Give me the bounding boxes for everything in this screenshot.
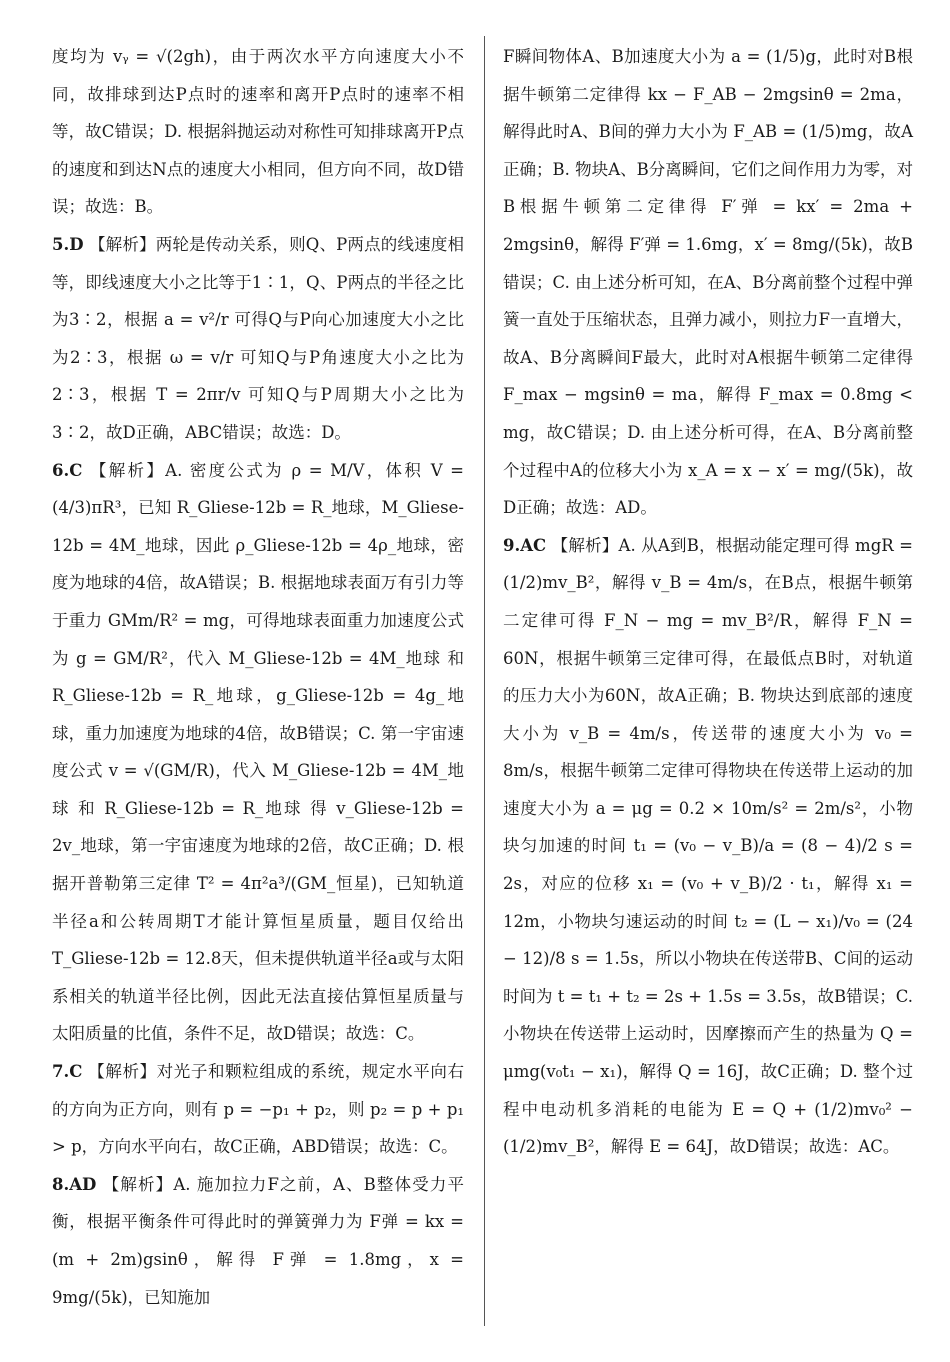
answer-item-8	[52, 1166, 464, 1316]
item-tag: 【解析】	[88, 234, 156, 254]
left-intro-paragraph: 度均为 vᵧ = √(2gh)，由于两次水平方向速度大小不同，故排球到达P点时的速率和离开P点时的速率不相等，故C错误；D. 根据斜抛运动对称性可知排球离开P点的速度和到达N点的速度大小相同，但方向不同，故D错误；故选：B。	[52, 47, 464, 217]
item-answer: AD	[69, 1174, 97, 1194]
right-continuation-paragraph: F瞬间物体A、B加速度大小为 a = (1/5)g，此时对B根据牛顿第二定律得 kx − F_AB − 2mgsinθ = 2ma，解得此时A、B间的弹力大小为 F_AB = (1/5)mg，故A正确；B. 物块A、B分离瞬间，它们之间作用力为零，对B根据牛顿第二定律得 F′弹 = kx′ = 2ma + 2mgsinθ，解得 F′弹 = 1.6mg，x′ = 8mg/(5k)，故B错误；C. 由上述分析可知，在A、B分离前整个过程中弹簧一直处于压缩状态，且弹力减小，则拉力F一直增大，故A、B分离瞬间F最大，此时对A根据牛顿第二定律得 F_max − mgsinθ = ma，解得 F_max = 0.8mg < mg，故C错误；D. 由上述分析可得，在A、B分离前整个过程中A的位移大小为 x_A = x − x′ = mg/(5k)，故D正确；故选：AD。	[503, 47, 913, 518]
right-column	[503, 38, 913, 1166]
item-text: 对光子和颗粒组成的系统，规定水平向右的方向为正方向，则有 p = −p₁ + p₂，则 p₂ = p + p₁ > p，方向水平向右，故C正确，ABD错误；故选：C。	[52, 1062, 465, 1157]
item-answer: C	[69, 460, 83, 480]
item-number: 9.	[503, 535, 521, 555]
item-text: 两轮是传动关系，则Q、P两点的线速度相等，即线速度大小之比等于1∶1，Q、P两点的半径之比为3∶2，根据 a = v²/r 可得Q与P向心加速度大小之比为2∶3，根据 ω = v/r 可知Q与P角速度大小之比为2∶3，根据 T = 2πr/v 可知Q与P周期大小之比为3∶2，故D正确，ABC错误；故选：D。	[52, 234, 464, 442]
item-text: A. 密度公式为 ρ = M/V，体积 V = (4/3)πR³，已知 R_Gliese-12b = R_地球，M_Gliese-12b = 4M_地球，因此 ρ_Gliese-12b = 4ρ_地球，密度为地球的4倍，故A错误；B. 根据地球表面万有引力等于重力 GMm/R² = mg，可得地球表面重力加速度公式为 g = GM/R²，代入 M_Gliese-12b = 4M_地球 和 R_Gliese-12b = R_地球，g_Gliese-12b = 4g_地球，重力加速度为地球的4倍，故B错误；C. 第一宇宙速度公式 v = √(GM/R)，代入 M_Gliese-12b = 4M_地球 和 R_Gliese-12b = R_地球 得 v_Gliese-12b = 2v_地球，第一宇宙速度为地球的2倍，故C正确；D. 根据开普勒第三定律 T² = 4π²a³/(GM_恒星)，已知轨道半径a和公转周期T才能计算恒星质量，题目仅给出 T_Gliese-12b = 12.8天，但未提供轨道半径a或与太阳系相关的轨道半径比例，因此无法直接估算恒星质量与太阳质量的比值，条件不足，故D错误；故选：C。	[52, 460, 464, 1044]
answer-item-6	[52, 452, 464, 1054]
item-number: 5.	[52, 234, 70, 254]
item-tag: 【解析】	[89, 460, 166, 480]
answer-item-7	[52, 1053, 464, 1166]
item-answer: AC	[520, 535, 547, 555]
item-text: A. 施加拉力F之前，A、B整体受力平衡，根据平衡条件可得此时的弹簧弹力为 F弹 = kx = (m + 2m)gsinθ，解得 F弹 = 1.8mg，x = 9mg/(5k)，已知施加	[52, 1174, 464, 1307]
item-tag: 【解析】	[551, 535, 619, 555]
item-answer: C	[69, 1062, 83, 1082]
item-answer: D	[69, 234, 84, 254]
item-text: A. 从A到B，根据动能定理可得 mgR = (1/2)mv_B²，解得 v_B = 4m/s，在B点，根据牛顿第二定律可得 F_N − mg = mv_B²/R，解得 F_N = 60N，根据牛顿第三定律可得，在最低点B时，对轨道的压力大小为60N，故A正确；B. 物块达到底部的速度大小为 v_B = 4m/s，传送带的速度大小为 v₀ = 8m/s，根据牛顿第二定律可得物块在传送带上运动的加速度大小为 a = μg = 0.2 × 10m/s² = 2m/s²，小物块匀加速的时间 t₁ = (v₀ − v_B)/a = (8 − 4)/2 s = 2s，对应的位移 x₁ = (v₀ + v_B)/2 · t₁，解得 x₁ = 12m，小物块匀速运动的时间 t₂ = (L − x₁)/v₀ = (24 − 12)/8 s = 1.5s，所以小物块在传送带B、C间的运动时间为 t = t₁ + t₂ = 2s + 1.5s = 3.5s，故B错误；C. 小物块在传送带上运动时，因摩擦而产生的热量为 Q = μmg(v₀t₁ − x₁)，解得 Q = 16J，故C正确；D. 整个过程中电动机多消耗的电能为 E = Q + (1/2)mv₀² − (1/2)mv_B²，解得 E = 64J，故D错误；故选：AC。	[503, 535, 913, 1157]
item-number: 8.	[52, 1174, 70, 1194]
left-column	[52, 38, 464, 1316]
item-tag: 【解析】	[102, 1174, 174, 1194]
answer-item-9	[503, 527, 913, 1166]
item-tag: 【解析】	[88, 1062, 157, 1082]
item-number: 7.	[52, 1062, 70, 1082]
item-number: 6.	[52, 460, 70, 480]
answer-item-5	[52, 226, 464, 452]
column-divider	[484, 36, 485, 1326]
